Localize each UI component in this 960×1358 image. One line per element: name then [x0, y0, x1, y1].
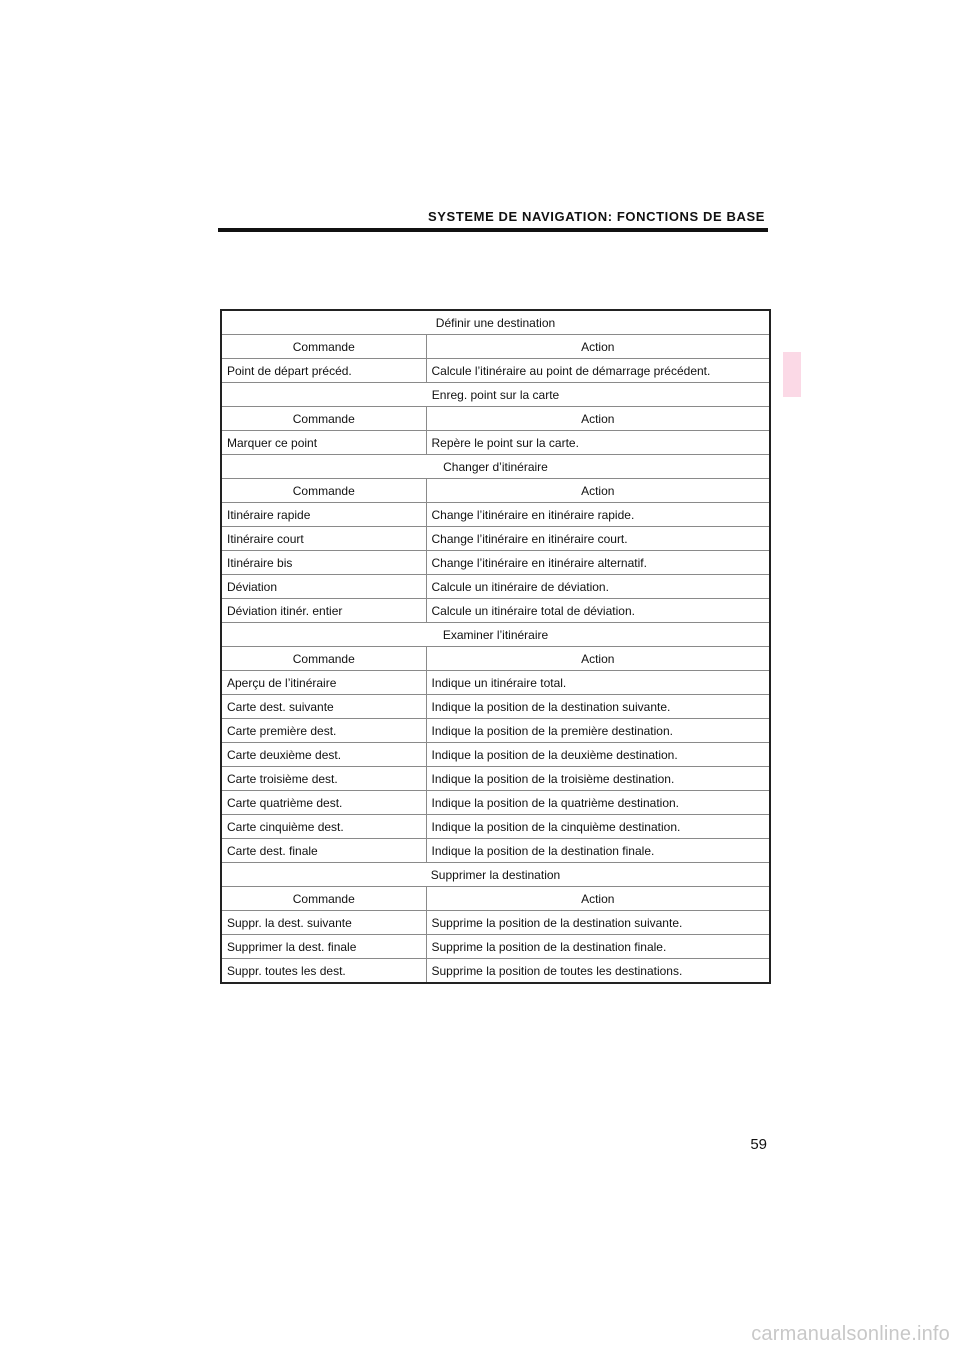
command-cell: Carte première dest.	[221, 719, 426, 743]
command-cell: Carte deuxième dest.	[221, 743, 426, 767]
table-row	[221, 911, 770, 935]
action-cell: Supprime la position de la destination finale.	[426, 935, 770, 959]
command-cell: Itinéraire bis	[221, 551, 426, 575]
command-cell: Aperçu de l’itinéraire	[221, 671, 426, 695]
column-header-row	[221, 335, 770, 359]
column-header-row	[221, 407, 770, 431]
section-title-row	[221, 383, 770, 407]
header-rule	[218, 228, 768, 232]
action-cell: Indique la position de la cinquième destination.	[426, 815, 770, 839]
command-cell: Carte quatrième dest.	[221, 791, 426, 815]
action-cell: Indique la position de la deuxième destination.	[426, 743, 770, 767]
command-cell: Carte troisième dest.	[221, 767, 426, 791]
column-header-command: Commande	[221, 335, 426, 359]
table-row	[221, 839, 770, 863]
section-title-row	[221, 623, 770, 647]
table-row	[221, 671, 770, 695]
column-header-action: Action	[426, 479, 770, 503]
table-row	[221, 359, 770, 383]
action-cell: Indique un itinéraire total.	[426, 671, 770, 695]
section-title: Supprimer la destination	[221, 863, 770, 887]
column-header-action: Action	[426, 407, 770, 431]
table-row	[221, 935, 770, 959]
column-header-command: Commande	[221, 887, 426, 911]
command-table	[220, 309, 771, 984]
table-row	[221, 815, 770, 839]
action-cell: Supprime la position de toutes les destinations.	[426, 959, 770, 984]
command-cell: Carte dest. finale	[221, 839, 426, 863]
command-cell: Supprimer la dest. finale	[221, 935, 426, 959]
action-cell: Calcule un itinéraire total de déviation.	[426, 599, 770, 623]
command-table-body	[221, 310, 770, 983]
command-cell: Déviation itinér. entier	[221, 599, 426, 623]
command-cell: Suppr. la dest. suivante	[221, 911, 426, 935]
table-row	[221, 527, 770, 551]
command-cell: Point de départ précéd.	[221, 359, 426, 383]
table-row	[221, 431, 770, 455]
column-header-command: Commande	[221, 479, 426, 503]
column-header-action: Action	[426, 647, 770, 671]
page-header-title: SYSTEME DE NAVIGATION: FONCTIONS DE BASE	[428, 209, 765, 224]
column-header-action: Action	[426, 887, 770, 911]
table-row	[221, 575, 770, 599]
action-cell: Indique la position de la première destination.	[426, 719, 770, 743]
column-header-row	[221, 647, 770, 671]
section-title-row	[221, 863, 770, 887]
page-number: 59	[750, 1136, 767, 1153]
section-title: Définir une destination	[221, 310, 770, 335]
action-cell: Change l’itinéraire en itinéraire alternatif.	[426, 551, 770, 575]
table-row	[221, 695, 770, 719]
command-cell: Carte cinquième dest.	[221, 815, 426, 839]
table-row	[221, 599, 770, 623]
action-cell: Change l’itinéraire en itinéraire court.	[426, 527, 770, 551]
table-row	[221, 791, 770, 815]
table-row	[221, 503, 770, 527]
action-cell: Change l’itinéraire en itinéraire rapide.	[426, 503, 770, 527]
section-title: Changer d’itinéraire	[221, 455, 770, 479]
action-cell: Repère le point sur la carte.	[426, 431, 770, 455]
action-cell: Supprime la position de la destination suivante.	[426, 911, 770, 935]
action-cell: Indique la position de la destination finale.	[426, 839, 770, 863]
command-cell: Carte dest. suivante	[221, 695, 426, 719]
table-row	[221, 743, 770, 767]
section-title-row	[221, 310, 770, 335]
table-row	[221, 959, 770, 984]
chapter-side-tab	[783, 352, 801, 397]
table-row	[221, 551, 770, 575]
section-title: Examiner l’itinéraire	[221, 623, 770, 647]
command-cell: Suppr. toutes les dest.	[221, 959, 426, 984]
column-header-row	[221, 887, 770, 911]
table-row	[221, 767, 770, 791]
column-header-row	[221, 479, 770, 503]
action-cell: Indique la position de la destination suivante.	[426, 695, 770, 719]
command-cell: Déviation	[221, 575, 426, 599]
watermark: carmanualsonline.info	[751, 1323, 950, 1345]
command-cell: Marquer ce point	[221, 431, 426, 455]
section-title-row	[221, 455, 770, 479]
table-row	[221, 719, 770, 743]
column-header-action: Action	[426, 335, 770, 359]
column-header-command: Commande	[221, 407, 426, 431]
action-cell: Indique la position de la quatrième destination.	[426, 791, 770, 815]
action-cell: Calcule un itinéraire de déviation.	[426, 575, 770, 599]
section-title: Enreg. point sur la carte	[221, 383, 770, 407]
command-cell: Itinéraire rapide	[221, 503, 426, 527]
action-cell: Indique la position de la troisième destination.	[426, 767, 770, 791]
column-header-command: Commande	[221, 647, 426, 671]
command-cell: Itinéraire court	[221, 527, 426, 551]
action-cell: Calcule l’itinéraire au point de démarrage précédent.	[426, 359, 770, 383]
